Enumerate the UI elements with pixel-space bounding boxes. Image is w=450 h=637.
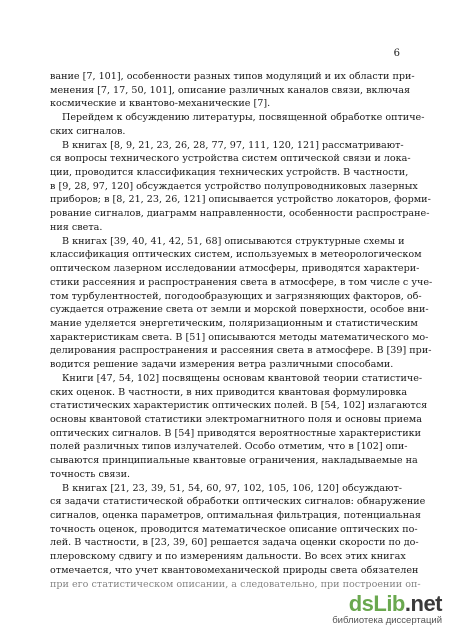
watermark [332, 593, 442, 627]
text-line: стики рассеяния и распространения света в атмосфере, в том числе с уче- [50, 276, 433, 288]
text-line: том турбулентностей, погодообразующих и загрязняющих факторов, об- [50, 290, 422, 302]
text-line: сываются принципиальные квантовые ограничения, накладываемые на [50, 455, 418, 467]
watermark-logo-dot: . [404, 591, 411, 616]
text-line: ции, проводится классификация технических устройств. В частности, [50, 167, 409, 179]
text-line: классификация оптических систем, используемых в метеорологическом [50, 249, 422, 261]
text-line: ся вопросы технического устройства систем оптической связи и лока- [50, 153, 411, 165]
text-line: делирования распространения и рассеяния света в атмосфере. В [39] при- [50, 345, 432, 357]
text-line: точность оценок, проводится математическое описание оптических по- [50, 523, 418, 535]
text-line: Перейдем к обсуждению литературы, посвященной обработке оптиче- [62, 112, 425, 124]
text-line: водится решение задачи измерения ветра различными способами. [50, 359, 394, 371]
text-line: ских сигналов. [50, 125, 126, 137]
text-line: менения [7, 17, 50, 101], описание различных каналов связи, включая [50, 84, 411, 96]
text-line: оптическом лазерном исследовании атмосферы, приводятся характери- [50, 263, 420, 275]
text-line: основы квантовой статистики электромагнитного поля и основы приема [50, 413, 422, 425]
text-line: плеровскому сдвигу и по измерениям дальности. Во всех этих книгах [50, 551, 406, 563]
text-line: в [9, 28, 97, 120] обсуждается устройство полупроводниковых лазерных [50, 180, 418, 192]
text-line: Книги [47, 54, 102] посвящены основам квантовой теории статистиче- [62, 372, 423, 384]
text-line: характеристикам света. В [51] описываются методы математического мо- [50, 331, 429, 343]
text-line: лей. В частности, в [23, 39, 60] решается задача оценки скорости по до- [50, 537, 419, 549]
watermark-logo-main: dsLib [348, 591, 405, 616]
text-line: рование сигналов, диаграмм направленности, особенности распростране- [50, 208, 430, 220]
text-line: В книгах [39, 40, 41, 42, 51, 68] описываются структурные схемы и [62, 235, 405, 247]
text-line: вание [7, 101], особенности разных типов модуляций и их области при- [50, 71, 415, 82]
text-line: суждается отражение света от земли и морской поверхности, особое вни- [50, 304, 429, 316]
watermark-logo-tld: net [410, 591, 442, 616]
text-line: сигналов, оценка параметров, оптимальная фильтрация, потенциальная [50, 510, 421, 521]
text-line: статистических характеристик оптических полей. В [54, 102] излагаются [50, 400, 428, 412]
text-line: полей различных типов излучателей. Особо отметим, что в [102] опи- [50, 441, 408, 453]
text-line: В книгах [8, 9, 21, 23, 26, 28, 77, 97, 111, 120, 121] рассматривают- [62, 139, 404, 151]
text-line: отмечается, что учет квантовомеханической природы света обязателен [50, 564, 419, 576]
text-line: В книгах [21, 23, 39, 51, 54, 60, 97, 102, 105, 106, 120] обсуждают- [62, 482, 402, 494]
text-line: ния света. [50, 221, 103, 233]
text-line: мание уделяется энергетическим, поляризационным и статистическим [50, 317, 418, 329]
watermark-logo [332, 593, 442, 615]
text-line: при его статистическом описании, а следовательно, при построении оп- [50, 578, 421, 590]
watermark-subtitle: библиотека диссертаций [332, 615, 442, 626]
page-number: 6 [393, 48, 400, 59]
text-line: ся задачи статистической обработки оптических сигналов: обнаружение [50, 496, 426, 508]
text-line: оптических сигналов. В [54] приводятся вероятностные характеристики [50, 427, 422, 439]
document-body [50, 70, 433, 591]
text-line: космические и квантово-механические [7]. [50, 98, 271, 110]
text-line: точность связи. [50, 468, 131, 480]
text-line: приборов; в [8, 21, 23, 26, 121] описывается устройство локаторов, форми- [50, 194, 431, 206]
text-line: ских оценок. В частности, в них приводится квантовая формулировка [50, 386, 408, 398]
